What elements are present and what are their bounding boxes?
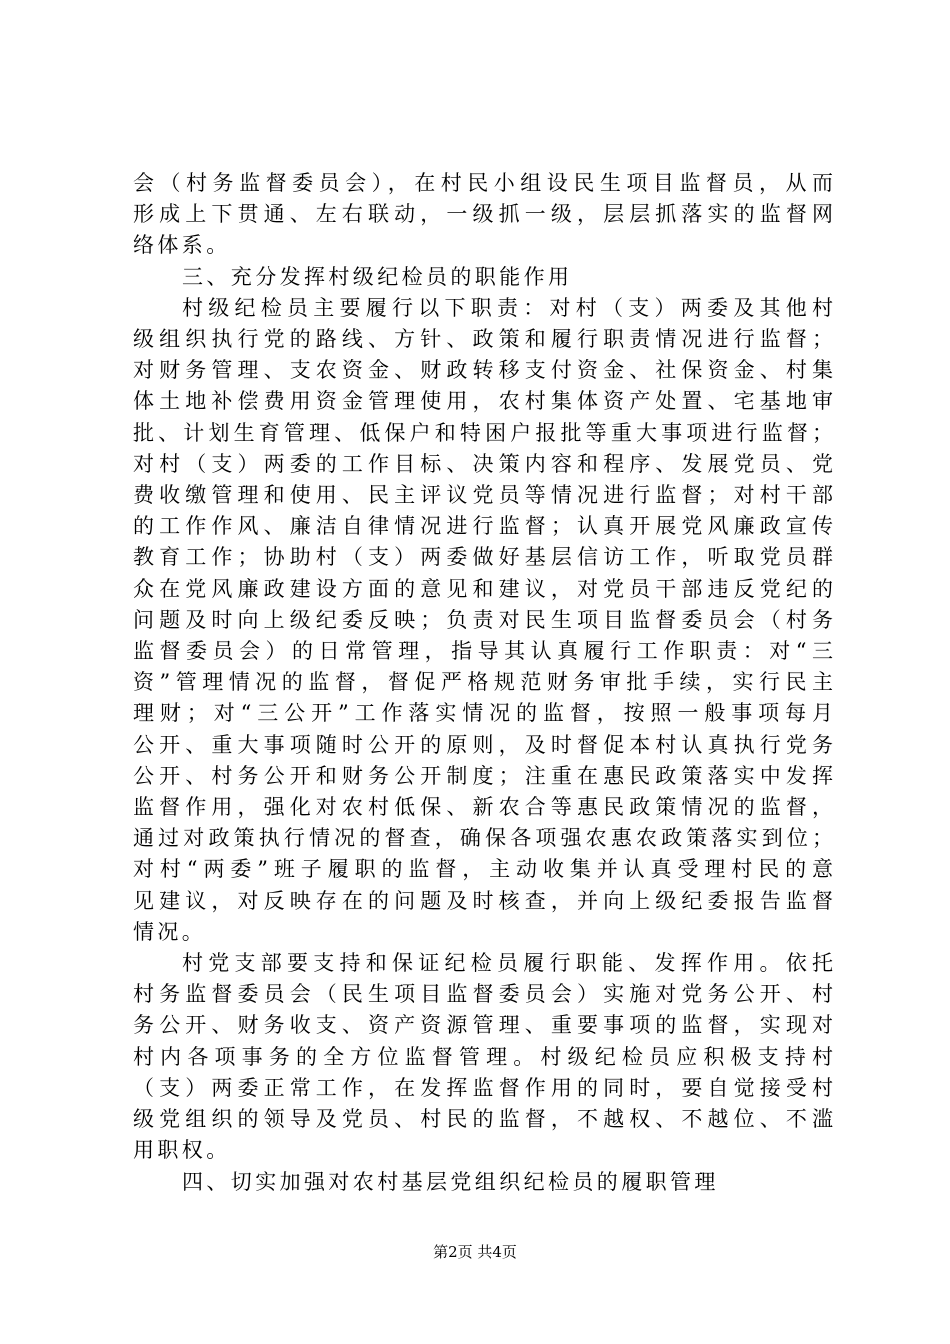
text-line: 级组织执行党的路线、方针、政策和履行职责情况进行监督； — [133, 327, 833, 352]
page-number: 第2页 共4页 — [433, 1243, 517, 1261]
text-line: 对财务管理、支农资金、财政转移支付资金、社保资金、村集 — [133, 358, 833, 383]
text-line: 村内各项事务的全方位监督管理。村级纪检员应积极支持村 — [133, 1044, 833, 1069]
text-line: 的工作作风、廉洁自律情况进行监督；认真开展党风廉政宣传 — [133, 514, 833, 539]
text-line: 资”管理情况的监督，督促严格规范财务审批手续，实行民主 — [133, 670, 833, 695]
text-line: 批、计划生育管理、低保户和特困户报批等重大事项进行监督； — [133, 420, 833, 445]
text-line: 费收缴管理和使用、民主评议党员等情况进行监督；对村干部 — [133, 483, 833, 508]
text-line: 情况。 — [133, 919, 207, 944]
text-line: 公开、村务公开和财务公开制度；注重在惠民政策落实中发挥 — [133, 763, 833, 788]
text-line: 体土地补偿费用资金管理使用，农村集体资产处置、宅基地审 — [133, 389, 833, 414]
section-heading: 四、切实加强对农村基层党组织纪检员的履职管理 — [182, 1169, 719, 1194]
text-line: 级党组织的领导及党员、村民的监督，不越权、不越位、不滥 — [133, 1107, 833, 1132]
text-line: 监督委员会）的日常管理，指导其认真履行工作职责：对“三 — [133, 639, 833, 664]
text-line: 用职权。 — [133, 1138, 231, 1163]
page-footer — [0, 1242, 950, 1262]
text-line: （支）两委正常工作，在发挥监督作用的同时，要自觉接受村 — [133, 1075, 833, 1100]
text-line: 教育工作；协助村（支）两委做好基层信访工作，听取党员群 — [133, 545, 833, 570]
text-line: 对村“两委”班子履职的监督，主动收集并认真受理村民的意 — [133, 857, 833, 882]
text-line: 通过对政策执行情况的督查，确保各项强农惠农政策落实到位； — [133, 826, 833, 851]
text-line: 村务监督委员会（民生项目监督委员会）实施对党务公开、村 — [133, 982, 833, 1007]
section-heading: 三、充分发挥村级纪检员的职能作用 — [182, 264, 573, 289]
text-line: 村党支部要支持和保证纪检员履行职能、发挥作用。依托 — [182, 951, 833, 976]
text-line: 村级纪检员主要履行以下职责：对村（支）两委及其他村 — [182, 295, 833, 320]
text-line: 监督作用，强化对农村低保、新农合等惠民政策情况的监督， — [133, 795, 833, 820]
document-body — [133, 168, 833, 1198]
text-line: 理财；对“三公开”工作落实情况的监督，按照一般事项每月 — [133, 701, 833, 726]
text-line: 会（村务监督委员会），在村民小组设民生项目监督员，从而 — [133, 171, 833, 195]
text-line: 见建议，对反映存在的问题及时核查，并向上级纪委报告监督 — [133, 888, 833, 913]
text-line: 对村（支）两委的工作目标、决策内容和程序、发展党员、党 — [133, 451, 833, 476]
text-line: 众在党风廉政建设方面的意见和建议，对党员干部违反党纪的 — [133, 576, 833, 601]
text-line: 形成上下贯通、左右联动，一级抓一级，层层抓落实的监督网 — [133, 202, 833, 227]
text-line: 务公开、财务收支、资产资源管理、重要事项的监督，实现对 — [133, 1013, 833, 1038]
text-line: 络体系。 — [133, 233, 231, 258]
text-line: 公开、重大事项随时公开的原则，及时督促本村认真执行党务 — [133, 732, 833, 757]
text-line: 问题及时向上级纪委反映；负责对民生项目监督委员会（村务 — [133, 607, 833, 632]
